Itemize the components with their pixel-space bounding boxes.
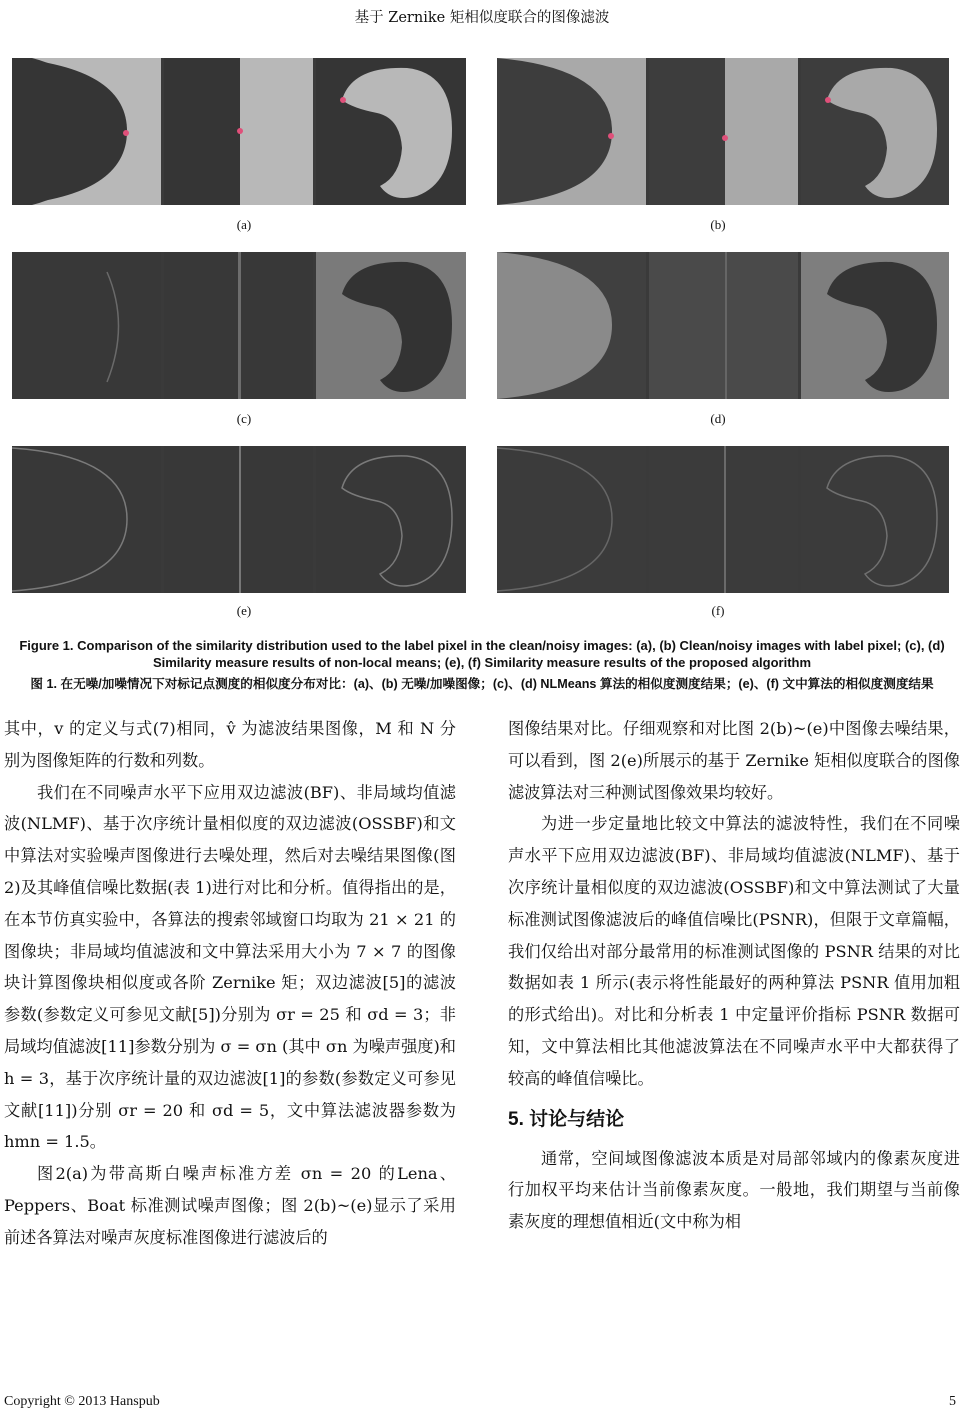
panel-label-e: (e): [236, 603, 252, 618]
paragraph: 图像结果对比。仔细观察和对比图 2(b)~(e)中图像去噪结果，可以看到，图 2(e)所展示的基于 Zernike 矩相似度联合的图像滤波算法对三种测试图像效果均较好。: [508, 719, 960, 802]
figure-panel-a: [12, 58, 466, 205]
paragraph: 其中，v 的定义与式(7)相同，v̂ 为滤波结果图像，M 和 N 分别为图像矩阵的行数和列数。: [4, 719, 456, 770]
running-header: 基于 Zernike 矩相似度联合的图像滤波: [354, 10, 610, 26]
figure-panel-f: [497, 446, 949, 593]
panel-label-f: (f): [711, 603, 725, 618]
paragraph: 通常，空间域图像滤波本质是对局部邻域内的像素灰度进行加权平均来估计当前像素灰度。一般地，我们期望与当前像素灰度的理想值相近(文中称为相: [508, 1148, 960, 1232]
footer-copyright: Copyright © 2013 Hanspub: [4, 1394, 160, 1409]
section-heading: 5. 讨论与结论: [508, 1108, 625, 1130]
panel-label-c: (c): [236, 411, 252, 426]
panel-label-b: (b): [710, 217, 726, 232]
figure-panel-c: [12, 252, 466, 399]
panel-label-a: (a): [236, 217, 252, 232]
paragraph: 我们在不同噪声水平下应用双边滤波(BF)、非局域均值滤波(NLMF)、基于次序统计量相似度的双边滤波(OSSBF)和文中算法对实验噪声图像进行去噪处理，然后对去噪结果图像(图 2)及其峰值信噪比数据(表 1)进行对比和分析。值得指出的是，在本节仿真实验中，各算法的搜索邻域窗口均取为 21 × 21 的图像块；非局域均值滤波和文中算法采用大小为 7 × 7 的图像块计算图像块相似度或各阶 Zernike 矩；双边滤波[5]的滤波参数(参数定义可参见文献[5])分别为 σr = 25 和 σd = 3；非局域均值滤波[11]参数分别为 σ = σn (其中 σn 为噪声强度)和 h = 3，基于次序统计量的双边滤波[1]的参数(参数定义可参见文献[11])分别 σr = 20 和 σd = 5，文中算法滤波器参数为 hmn = 1.5。: [4, 782, 456, 1152]
paragraph: 为进一步定量地比较文中算法的滤波特性，我们在不同噪声水平下应用双边滤波(BF)、非局域均值滤波(NLMF)、基于次序统计量相似度的双边滤波(OSSBF)和文中算法测试了大量标准测试图像滤波后的峰值信噪比(PSNR)，但限于文章篇幅，我们仅给出对部分最常用的标准测试图像的 PSNR 结果的对比数据如表 1 所示(表示将性能最好的两种算法 PSNR 值用加粗的形式给出)。对比和分析表 1 中定量评价指标 PSNR 数据可知，文中算法相比其他滤波算法在不同噪声水平中大都获得了较高的峰值信噪比。: [508, 814, 960, 1088]
figure-panel-e: [12, 446, 466, 593]
figure-panel-b: [497, 58, 949, 205]
panel-label-d: (d): [710, 411, 726, 426]
figure-caption-en: Figure 1. Comparison of the similarity distribution used to the label pixel in the clean/noisy images: (a), (b) Clean/noisy images with label pixel; (c), (d) Similarity measure results of non-local means; (e), (f) Similarity measure results of the proposed algorithm: [19, 638, 945, 670]
right-column: [508, 713, 960, 1238]
left-column: [4, 713, 456, 1254]
figure-caption-zh: 图 1. 在无噪/加噪情况下对标记点测度的相似度分布对比：(a)、(b) 无噪/加噪图像；(c)、(d) NLMeans 算法的相似度测度结果；(e)、(f) 文中算法的相似度测度结果: [30, 677, 934, 691]
page-number: 5: [949, 1394, 956, 1409]
paragraph: 图2(a)为带高斯白噪声标准方差 σn = 20 的Lena、Peppers、Boat 标准测试噪声图像；图 2(b)~(e)显示了采用前述各算法对噪声灰度标准图像进行滤波后的: [4, 1164, 456, 1247]
figure-panel-d: [497, 252, 949, 399]
